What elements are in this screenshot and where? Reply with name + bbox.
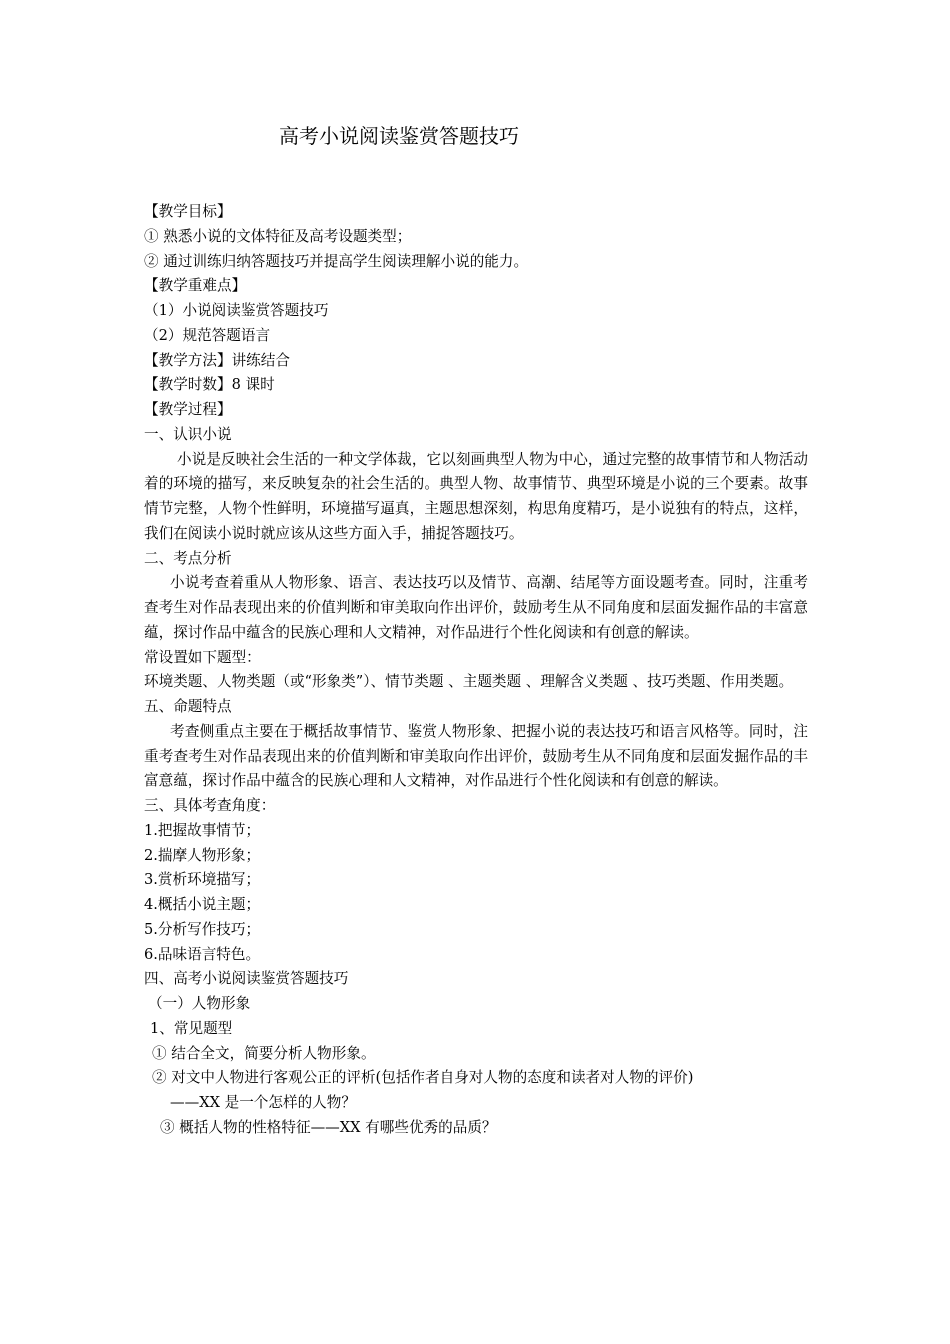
question-types-intro: 常设置如下题型： <box>144 648 261 666</box>
objective-2: ② 通过训练归纳答题技巧并提高学生阅读理解小说的能力。 <box>144 252 529 270</box>
angle-item: 6.品味语言特色。 <box>144 945 261 963</box>
heading-exam-angles: 三、具体考查角度： <box>144 797 276 814</box>
angle-item: 3.赏析环境描写； <box>144 871 261 889</box>
paragraph-features: 考查侧重点主要在于概括故事情节、鉴赏人物形象、把握小说的表达技巧和语言风格等。同时，注重考查考生对作品表现出来的价值判断和审美取向作出评价，鼓励考生从不同角度和层面发掘作品的丰富意蕴，探讨作品中蕴含的民族心理和人文精神，对作品进行个性化阅读和有创意的解读。 <box>144 722 808 790</box>
section-hours: 【教学时数】8 课时 <box>144 376 275 394</box>
heading-know-novel: 一、认识小说 <box>144 425 232 443</box>
heading-exam-analysis: 二、考点分析 <box>144 549 232 567</box>
objective-1: ① 熟悉小说的文体特征及高考设题类型； <box>144 227 412 245</box>
subheading-character: （一）人物形象 <box>148 995 251 1012</box>
document-title: 高考小说阅读鉴赏答题技巧 <box>279 124 519 148</box>
paragraph-exam-analysis: 小说考查着重从人物形象、语言、表达技巧以及情节、高潮、结尾等方面设题考查。同时，注重考查考生对作品表现出来的价值判断和审美取向作出评价，鼓励考生从不同角度和层面发掘作品的丰富意蕴，探讨作品中蕴含的民族心理和人文精神，对作品进行个性化阅读和有创意的解读。 <box>144 574 808 641</box>
question-item-2: ② 对文中人物进行客观公正的评析(包括作者自身对人物的态度和读者对人物的评价) <box>152 1069 694 1087</box>
angle-item: 1.把握故事情节； <box>144 821 261 839</box>
paragraph-novel-definition: 小说是反映社会生活的一种文学体裁，它以刻画典型人物为中心，通过完整的故事情节和人物活动着的环境的描写，来反映复杂的社会生活的。典型人物、故事情节、典型环境是小说的三个要素。故事情节完整，人物个性鲜明，环境描写逼真，主题思想深刻，构思角度精巧，是小说独有的特点，这样，我们在阅读小说时就应该从这些方面入手，捕捉答题技巧。 <box>144 450 808 542</box>
heading-answer-skills: 四、高考小说阅读鉴赏答题技巧 <box>144 970 349 988</box>
section-method: 【教学方法】讲练结合 <box>144 351 290 369</box>
angle-item: 5.分析写作技巧； <box>144 920 261 938</box>
key-point-2: （2）规范答题语言 <box>144 326 271 344</box>
key-point-1: （1）小说阅读鉴赏答题技巧 <box>144 302 329 319</box>
section-objectives: 【教学目标】 <box>144 203 232 220</box>
question-item-2-continued: ——XX 是一个怎样的人物？ <box>170 1094 356 1111</box>
angle-item: 2.揣摩人物形象； <box>144 846 261 864</box>
angle-item: 4.概括小说主题； <box>144 896 261 913</box>
section-key-points: 【教学重难点】 <box>144 277 247 295</box>
section-process: 【教学过程】 <box>144 401 232 418</box>
heading-features: 五、命题特点 <box>144 698 232 715</box>
question-item-3: ③ 概括人物的性格特征——XX 有哪些优秀的品质？ <box>160 1118 497 1136</box>
document-body <box>144 200 808 1141</box>
paragraph-question-types: 环境类题、人物类题（或“形象类”）、情节类题 、主题类题 、理解含义类题 、技巧类题、作用类题。 <box>144 673 794 691</box>
subheading-common-types: 1、常见题型 <box>150 1019 233 1037</box>
question-item-1: ① 结合全文，简要分析人物形象。 <box>152 1044 376 1062</box>
